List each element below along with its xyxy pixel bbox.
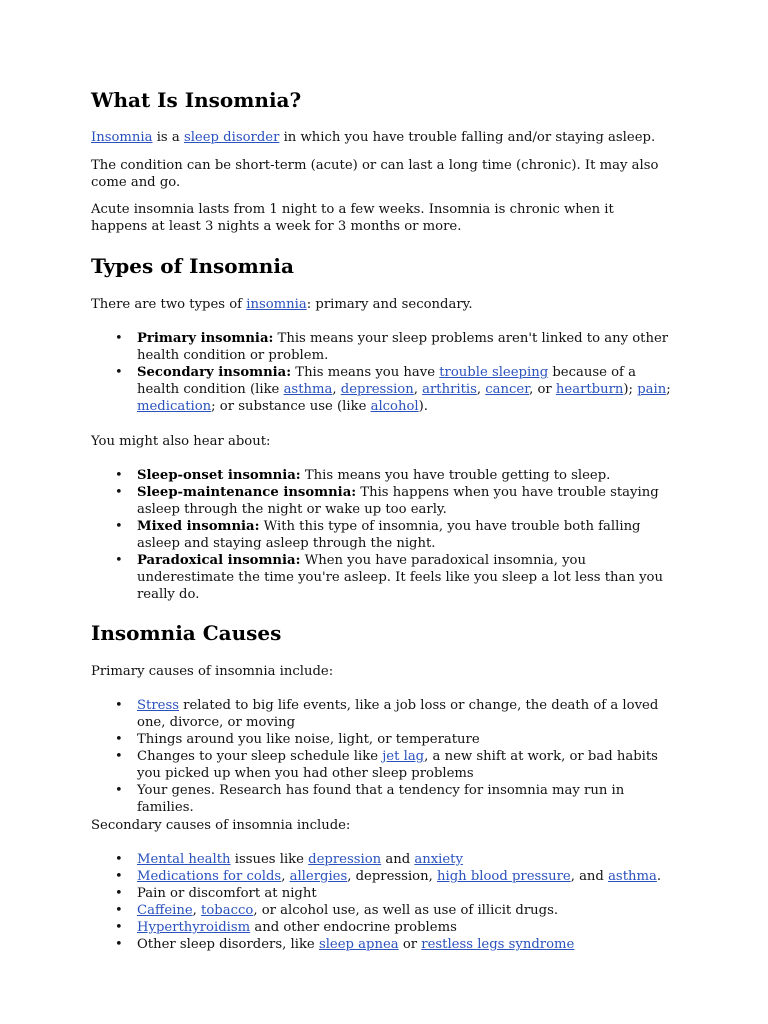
list-item-paradoxical: • Paradoxical insomnia: When you have paradoxical insomnia, you underestimate the time you're asleep. It feels like you sleep a lot less than you really do. bbox=[137, 552, 682, 603]
link-heartburn[interactable]: heartburn bbox=[555, 382, 624, 397]
list-item-hyperthyroidism: • Hyperthyroidism and other endocrine problems bbox=[137, 919, 697, 936]
link-pain[interactable]: pain bbox=[637, 382, 667, 397]
link-asthma[interactable]: asthma bbox=[283, 382, 333, 397]
list-item-secondary-insomnia: • Secondary insomnia: This means you have trouble sleeping because of a health condition (like asthma, depression, arthritis, cancer, or heartburn); pain; medication; or substance use (like alcohol). bbox=[137, 364, 677, 415]
paragraph-primary-causes-intro: Primary causes of insomnia include: bbox=[91, 664, 334, 679]
link-allergies[interactable]: allergies bbox=[289, 869, 348, 884]
link-cancer[interactable]: cancer bbox=[485, 382, 530, 397]
paragraph-also-hear: You might also hear about: bbox=[91, 434, 271, 449]
heading-what-is-insomnia: What Is Insomnia? bbox=[91, 88, 302, 112]
link-caffeine[interactable]: Caffeine bbox=[137, 903, 193, 918]
list-item-mixed: • Mixed insomnia: With this type of insomnia, you have trouble both falling asleep and staying asleep through the night. bbox=[137, 518, 682, 552]
paragraph-secondary-causes-intro: Secondary causes of insomnia include: bbox=[91, 818, 351, 833]
link-anxiety[interactable]: anxiety bbox=[414, 852, 463, 867]
secondary-causes-list bbox=[137, 851, 697, 953]
link-jet-lag[interactable]: jet lag bbox=[382, 749, 425, 764]
heading-types-of-insomnia: Types of Insomnia bbox=[91, 254, 294, 278]
link-insomnia[interactable]: Insomnia bbox=[91, 130, 153, 145]
link-depression[interactable]: depression bbox=[340, 382, 414, 397]
heading-insomnia-causes: Insomnia Causes bbox=[91, 621, 282, 645]
subtypes-list bbox=[137, 467, 682, 603]
link-asthma-2[interactable]: asthma bbox=[608, 869, 657, 884]
primary-causes-list bbox=[137, 697, 682, 816]
link-insomnia-types[interactable]: insomnia bbox=[246, 297, 307, 312]
link-restless-legs-syndrome[interactable]: restless legs syndrome bbox=[421, 937, 575, 952]
link-arthritis[interactable]: arthritis bbox=[422, 382, 477, 397]
paragraph-definition: Insomnia is a sleep disorder in which you have trouble falling and/or staying asleep. bbox=[91, 130, 656, 145]
types-list bbox=[137, 330, 677, 415]
link-trouble-sleeping[interactable]: trouble sleeping bbox=[439, 365, 549, 380]
link-tobacco[interactable]: tobacco bbox=[201, 903, 254, 918]
list-item-stress: • Stress related to big life events, like a job loss or change, the death of a loved one, divorce, or moving bbox=[137, 697, 682, 731]
link-stress[interactable]: Stress bbox=[137, 698, 179, 713]
link-medications-for-colds[interactable]: Medications for colds bbox=[137, 869, 282, 884]
list-item-mental-health: • Mental health issues like depression and anxiety bbox=[137, 851, 697, 868]
list-item-pain: • Pain or discomfort at night bbox=[137, 885, 697, 902]
link-high-blood-pressure[interactable]: high blood pressure bbox=[436, 869, 571, 884]
list-item-caffeine: • Caffeine, tobacco, or alcohol use, as well as use of illicit drugs. bbox=[137, 902, 697, 919]
link-depression-2[interactable]: depression bbox=[308, 852, 382, 867]
list-item-surroundings: • Things around you like noise, light, or temperature bbox=[137, 731, 682, 748]
paragraph-duration: The condition can be short-term (acute) or can last a long time (chronic). It may also come and go. bbox=[91, 158, 659, 190]
link-mental-health[interactable]: Mental health bbox=[137, 852, 231, 867]
link-sleep-apnea[interactable]: sleep apnea bbox=[318, 937, 399, 952]
list-item-sleep-onset: • Sleep-onset insomnia: This means you have trouble getting to sleep. bbox=[137, 467, 682, 484]
list-item-primary-insomnia: • Primary insomnia: This means your sleep problems aren't linked to any other health condition or problem. bbox=[137, 330, 677, 364]
list-item-schedule: • Changes to your sleep schedule like jet lag, a new shift at work, or bad habits you picked up when you had other sleep problems bbox=[137, 748, 682, 782]
list-item-genes: • Your genes. Research has found that a tendency for insomnia may run in families. bbox=[137, 782, 682, 816]
paragraph-acute-chronic: Acute insomnia lasts from 1 night to a few weeks. Insomnia is chronic when it happens at least 3 nights a week for 3 months or more. bbox=[91, 202, 614, 234]
link-hyperthyroidism[interactable]: Hyperthyroidism bbox=[137, 920, 251, 935]
paragraph-types-intro: There are two types of insomnia: primary and secondary. bbox=[91, 297, 473, 312]
link-sleep-disorder[interactable]: sleep disorder bbox=[183, 130, 280, 145]
list-item-sleep-maintenance: • Sleep-maintenance insomnia: This happens when you have trouble staying asleep through the night or wake up too early. bbox=[137, 484, 682, 518]
list-item-other-sleep-disorders: • Other sleep disorders, like sleep apnea or restless legs syndrome bbox=[137, 936, 697, 953]
list-item-medications: • Medications for colds, allergies, depression, high blood pressure, and asthma. bbox=[137, 868, 697, 885]
link-alcohol[interactable]: alcohol bbox=[370, 399, 419, 414]
link-medication[interactable]: medication bbox=[137, 399, 212, 414]
